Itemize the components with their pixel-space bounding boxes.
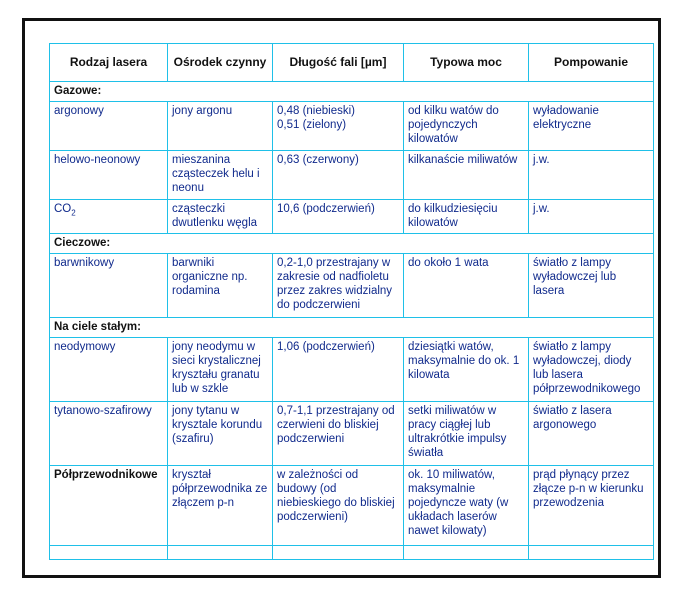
cell-pumping: światło z lampy wyładowczej lub lasera bbox=[529, 254, 654, 318]
section-title: Na ciele stałym: bbox=[50, 318, 654, 338]
header-pumping: Pompowanie bbox=[529, 44, 654, 82]
slide-frame bbox=[22, 18, 661, 578]
section-title: Cieczowe: bbox=[50, 234, 654, 254]
cell-medium: cząsteczki dwutlenku węgla bbox=[168, 200, 273, 234]
cell-power: dziesiątki watów, maksymalnie do ok. 1 kilowata bbox=[404, 338, 529, 402]
table-row bbox=[50, 151, 654, 200]
table-footer-row bbox=[50, 546, 654, 560]
section-title: Gazowe: bbox=[50, 82, 654, 102]
cell-medium: barwniki organiczne np. rodamina bbox=[168, 254, 273, 318]
cell-pumping: wyładowanie elektryczne bbox=[529, 102, 654, 151]
cell-power: do około 1 wata bbox=[404, 254, 529, 318]
header-laser-type: Rodzaj lasera bbox=[50, 44, 168, 82]
cell-wavelength: w zależności od budowy (od niebieskiego do bliskiej podczerwieni) bbox=[273, 466, 404, 546]
co2-label: CO bbox=[54, 203, 72, 215]
section-row-liquid bbox=[50, 234, 654, 254]
cell-pumping: j.w. bbox=[529, 200, 654, 234]
table-header-row bbox=[50, 44, 654, 82]
cell-wavelength: 0,2-1,0 przestrajany w zakresie od nadfioletu przez zakres widzialny do podczerwieni bbox=[273, 254, 404, 318]
empty-cell bbox=[404, 546, 529, 560]
cell-pumping: światło z lasera argonowego bbox=[529, 402, 654, 466]
empty-cell bbox=[168, 546, 273, 560]
cell-wavelength: 0,7-1,1 przestrajany od czerwieni do bliskiej podczerwieni bbox=[273, 402, 404, 466]
cell-wavelength bbox=[273, 102, 404, 151]
cell-pumping: światło z lampy wyładowczej, diody lub lasera półprzewodnikowego bbox=[529, 338, 654, 402]
cell-medium: kryształ półprzewodnika ze złączem p-n bbox=[168, 466, 273, 546]
cell-medium: jony neodymu w sieci krystalicznej kryształu granatu lub w szkle bbox=[168, 338, 273, 402]
cell-medium: jony tytanu w krysztale korundu (szafiru) bbox=[168, 402, 273, 466]
cell-wavelength: 0,63 (czerwony) bbox=[273, 151, 404, 200]
laser-types-table bbox=[49, 43, 654, 560]
cell-power: ok. 10 miliwatów, maksymalnie pojedyncze waty (w układach laserów nawet kilowaty) bbox=[404, 466, 529, 546]
cell-pumping: prąd płynący przez złącze p-n w kierunku przewodzenia bbox=[529, 466, 654, 546]
table-row bbox=[50, 402, 654, 466]
header-typical-power: Typowa moc bbox=[404, 44, 529, 82]
empty-cell bbox=[273, 546, 404, 560]
section-row-solid bbox=[50, 318, 654, 338]
cell-type: argonowy bbox=[50, 102, 168, 151]
cell-power: kilkanaście miliwatów bbox=[404, 151, 529, 200]
table-row bbox=[50, 200, 654, 234]
header-active-medium: Ośrodek czynny bbox=[168, 44, 273, 82]
empty-cell bbox=[50, 546, 168, 560]
cell-type bbox=[50, 200, 168, 234]
cell-power: od kilku watów do pojedynczych kilowatów bbox=[404, 102, 529, 151]
cell-wavelength: 1,06 (podczerwień) bbox=[273, 338, 404, 402]
wavelength-line: 0,51 (zielony) bbox=[277, 119, 347, 131]
cell-power: setki miliwatów w pracy ciągłej lub ultrakrótkie impulsy światła bbox=[404, 402, 529, 466]
cell-type: helowo-neonowy bbox=[50, 151, 168, 200]
empty-cell bbox=[529, 546, 654, 560]
wavelength-line: 0,48 (niebieski) bbox=[277, 105, 355, 117]
cell-power: do kilkudziesięciu kilowatów bbox=[404, 200, 529, 234]
cell-medium: mieszanina cząsteczek helu i neonu bbox=[168, 151, 273, 200]
table-row bbox=[50, 102, 654, 151]
cell-type: tytanowo-szafirowy bbox=[50, 402, 168, 466]
cell-medium: jony argonu bbox=[168, 102, 273, 151]
header-wavelength: Długość fali [µm] bbox=[273, 44, 404, 82]
section-row-gas bbox=[50, 82, 654, 102]
cell-type: barwnikowy bbox=[50, 254, 168, 318]
cell-type: neodymowy bbox=[50, 338, 168, 402]
table-row bbox=[50, 466, 654, 546]
cell-wavelength: 10,6 (podczerwień) bbox=[273, 200, 404, 234]
cell-pumping: j.w. bbox=[529, 151, 654, 200]
table-row bbox=[50, 254, 654, 318]
table-row bbox=[50, 338, 654, 402]
co2-subscript: 2 bbox=[71, 208, 76, 218]
cell-type: Półprzewodnikowe bbox=[50, 466, 168, 546]
